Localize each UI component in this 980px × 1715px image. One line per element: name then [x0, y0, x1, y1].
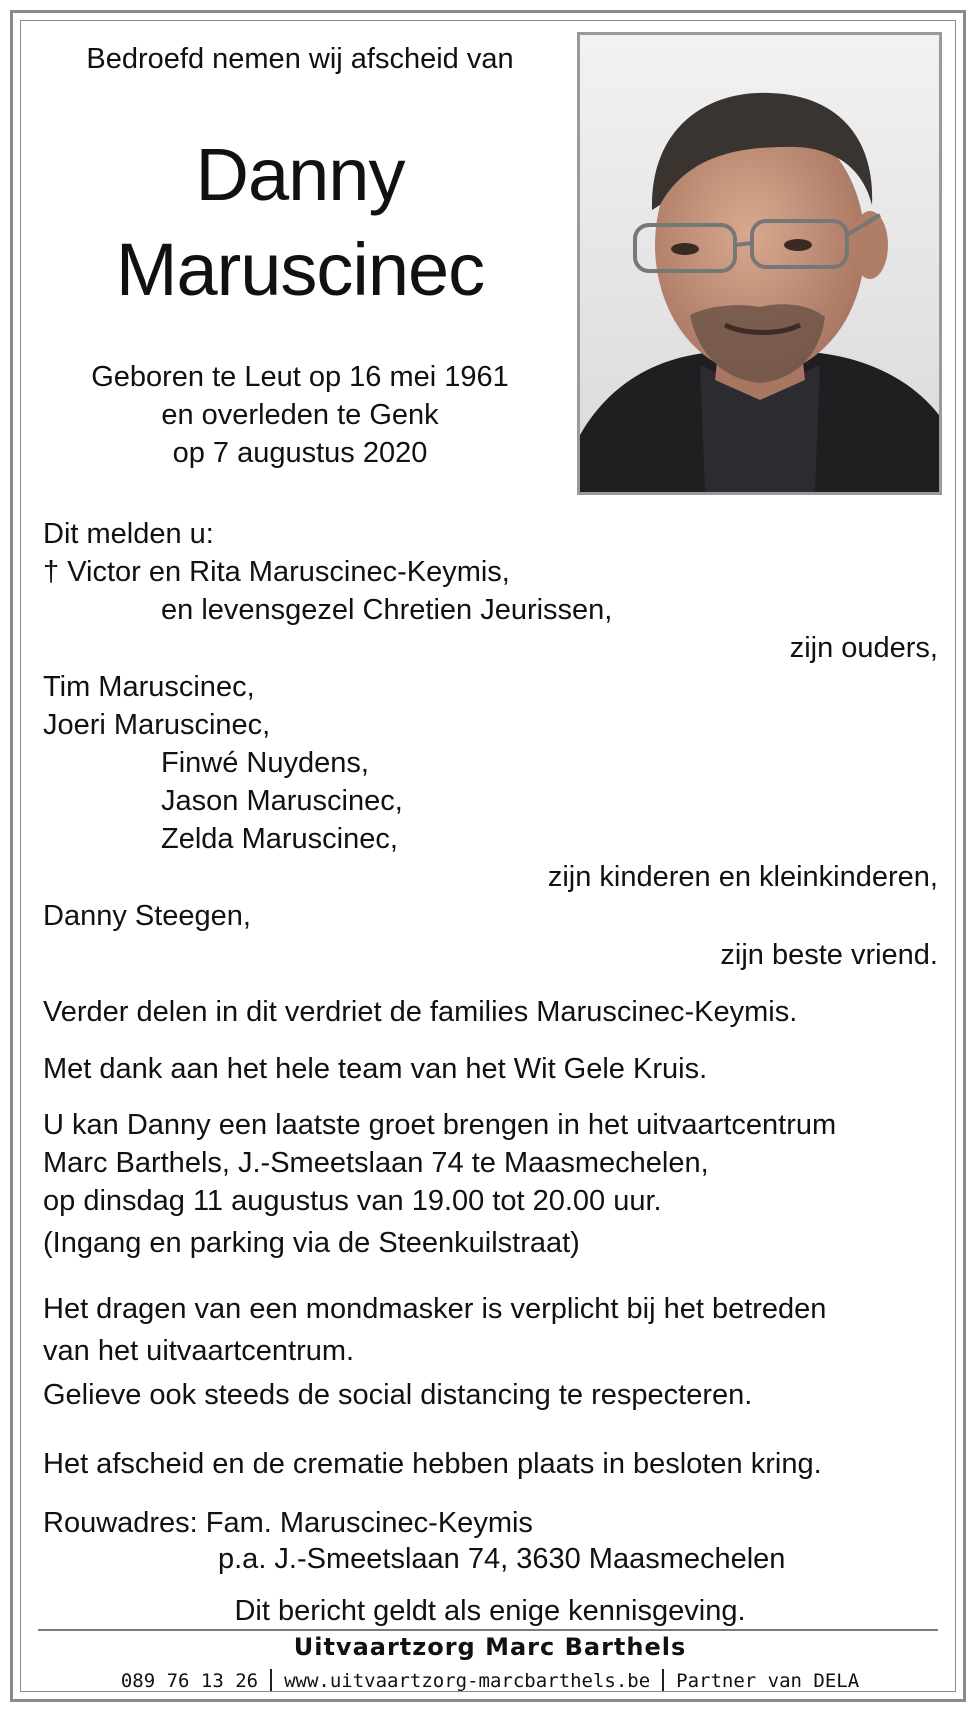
children-role: zijn kinderen en kleinkinderen, [547, 861, 938, 893]
families-message: Verder delen in dit verdriet de families Maruscinec-Keymis. [43, 996, 798, 1028]
notice-text: Dit bericht geldt als enige kennisgeving. [234, 1595, 746, 1627]
family-intro: Dit melden u: [43, 518, 214, 550]
child-1: Tim Maruscinec, [43, 671, 255, 703]
footer-divider [38, 1629, 938, 1631]
partner-line: en levensgezel Chretien Jeurissen, [161, 594, 613, 626]
address-street: p.a. J.-Smeetslaan 74, 3630 Maasmechelen [218, 1543, 786, 1575]
date-line: op 7 augustus 2020 [172, 437, 428, 469]
website-link[interactable]: www.uitvaartzorg-marcbarthels.be [284, 1670, 651, 1692]
mask-line-2: van het uitvaartcentrum. [43, 1335, 355, 1367]
portrait-icon [580, 35, 939, 492]
thanks-message: Met dank aan het hele team van het Wit Gele Kruis. [43, 1053, 708, 1085]
intro-text: Bedroefd nemen wij afscheid van [86, 43, 514, 75]
footer-contact [0, 1668, 980, 1694]
last-name: Maruscinec [115, 228, 485, 311]
separator [270, 1669, 272, 1691]
visit-line-3: op dinsdag 11 augustus van 19.00 tot 20.00 uur. [43, 1185, 662, 1217]
child-2: Joeri Maruscinec, [43, 709, 271, 741]
ceremony-message: Het afscheid en de crematie hebben plaats in besloten kring. [43, 1448, 822, 1480]
grandchild-1: Finwé Nuydens, [161, 747, 369, 779]
mask-line-1: Het dragen van een mondmasker is verplicht bij het betreden [43, 1293, 827, 1325]
birth-line: Geboren te Leut op 16 mei 1961 [91, 361, 509, 393]
company-name: Uitvaartzorg Marc Barthels [293, 1633, 687, 1661]
parents-role: zijn ouders, [789, 632, 938, 664]
death-line: en overleden te Genk [161, 399, 439, 431]
partner-text: Partner van DELA [676, 1670, 860, 1692]
parents-names: Victor en Rita Maruscinec-Keymis, [67, 556, 510, 588]
visit-line-4: (Ingang en parking via de Steenkuilstraat) [43, 1227, 580, 1259]
separator [662, 1669, 664, 1691]
grandchild-2: Jason Maruscinec, [161, 785, 403, 817]
friend-role: zijn beste vriend. [720, 939, 938, 971]
first-name: Danny [195, 133, 405, 216]
distancing-message: Gelieve ook steeds de social distancing te respecteren. [43, 1379, 753, 1411]
visit-line-2: Marc Barthels, J.-Smeetslaan 74 te Maasmechelen, [43, 1147, 709, 1179]
parents-line [43, 553, 510, 591]
cross-icon: † [43, 556, 60, 588]
address-label: Rouwadres: Fam. Maruscinec-Keymis [43, 1507, 533, 1539]
grandchild-3: Zelda Maruscinec, [161, 823, 398, 855]
phone-number: 089 76 13 26 [120, 1670, 259, 1692]
portrait-photo [577, 32, 942, 495]
friend-name: Danny Steegen, [43, 900, 251, 932]
visit-line-1: U kan Danny een laatste groet brengen in het uitvaartcentrum [43, 1109, 837, 1141]
